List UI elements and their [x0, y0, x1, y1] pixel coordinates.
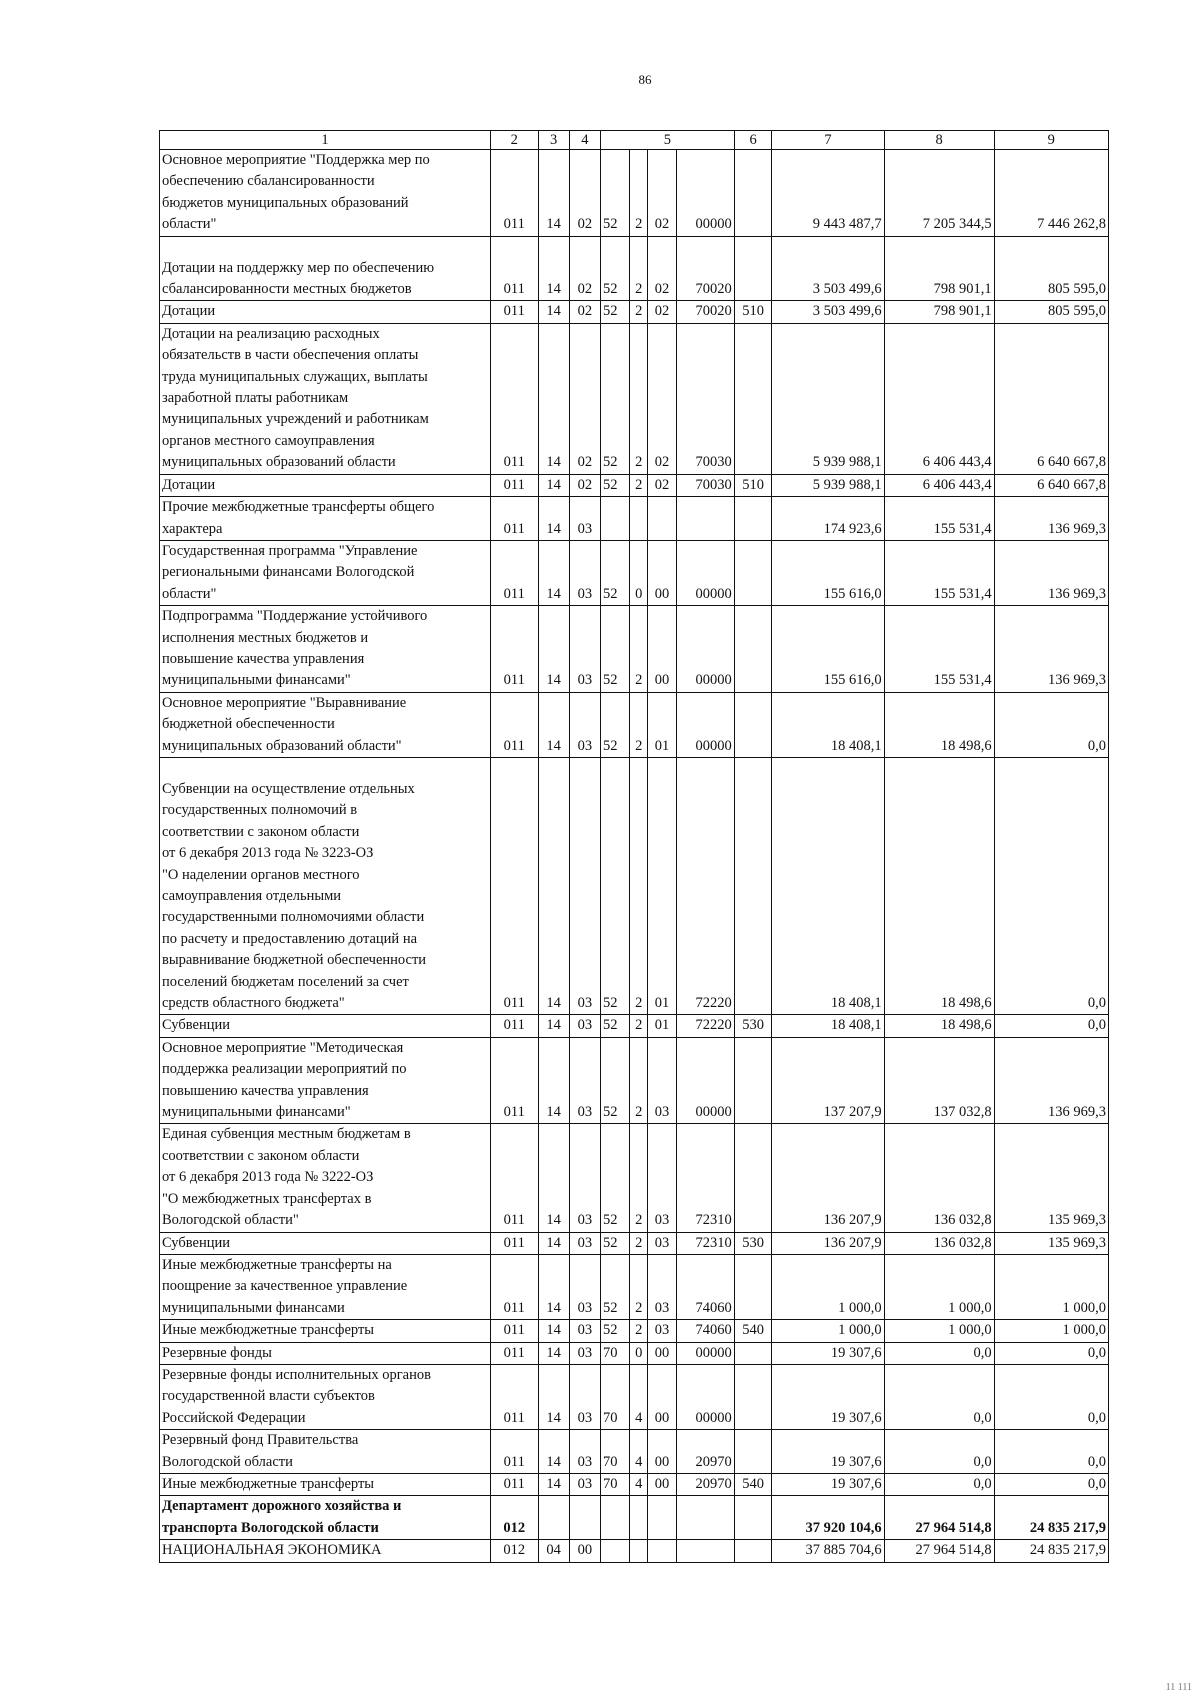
- col-target-program: 70: [601, 1473, 630, 1495]
- col-expense-type: [734, 606, 772, 693]
- col-target-subprogram: 0: [630, 540, 648, 605]
- col-sum-year-3: 135 969,3: [994, 1232, 1108, 1254]
- col-section: 14: [538, 323, 569, 474]
- col-admin-code: 011: [491, 1473, 538, 1495]
- col-target-event: 02: [648, 474, 676, 496]
- table-row: [160, 1124, 1109, 1232]
- col-target-program: 52: [601, 1254, 630, 1319]
- col-section: 14: [538, 1430, 569, 1474]
- col-target-event: 03: [648, 1320, 676, 1342]
- col-section: 14: [538, 540, 569, 605]
- budget-table: [159, 130, 1109, 1563]
- col-target-direction: 70030: [676, 323, 734, 474]
- col-target-direction: 72310: [676, 1124, 734, 1232]
- col-subsection: 02: [569, 474, 600, 496]
- col-sum-year-2: 1 000,0: [884, 1254, 994, 1319]
- col-admin-code: 011: [491, 1037, 538, 1124]
- col-admin-code: 011: [491, 1342, 538, 1364]
- table-row: [160, 301, 1109, 323]
- col-section: 14: [538, 1342, 569, 1364]
- col-sum-year-2: 6 406 443,4: [884, 474, 994, 496]
- row-name: Дотации на реализацию расходных обязательств в части обеспечения оплаты труда муниципальных служащих, выплаты заработной платы работникам муниципальных учреждений и работникам органов местного самоуправления муниципальных образований области: [160, 323, 491, 474]
- col-expense-type: [734, 692, 772, 757]
- row-name: Департамент дорожного хозяйства и транспорта Вологодской области: [160, 1496, 491, 1540]
- col-expense-type: [734, 1037, 772, 1124]
- header-cell-6: 6: [734, 131, 772, 150]
- col-target-subprogram: 2: [630, 236, 648, 301]
- col-expense-type: [734, 236, 772, 301]
- col-section: 14: [538, 1232, 569, 1254]
- col-sum-year-1: 18 408,1: [772, 757, 884, 1014]
- col-expense-type: [734, 1496, 772, 1540]
- col-admin-code: 011: [491, 1254, 538, 1319]
- header-cell-7: 7: [772, 131, 884, 150]
- col-expense-type: [734, 1540, 772, 1562]
- col-target-program: 70: [601, 1342, 630, 1364]
- col-subsection: 03: [569, 1037, 600, 1124]
- row-name: Иные межбюджетные трансферты: [160, 1320, 491, 1342]
- col-sum-year-2: 18 498,6: [884, 692, 994, 757]
- table-row: [160, 692, 1109, 757]
- col-sum-year-1: 37 885 704,6: [772, 1540, 884, 1562]
- col-target-direction: 00000: [676, 1342, 734, 1364]
- col-subsection: 03: [569, 1342, 600, 1364]
- col-target-direction: [676, 497, 734, 541]
- col-target-subprogram: 2: [630, 1232, 648, 1254]
- col-target-program: [601, 1540, 630, 1562]
- col-section: 14: [538, 606, 569, 693]
- col-target-event: 02: [648, 150, 676, 237]
- col-subsection: 02: [569, 323, 600, 474]
- header-row: [160, 131, 1109, 150]
- col-target-event: 03: [648, 1037, 676, 1124]
- col-target-program: 52: [601, 1232, 630, 1254]
- col-subsection: 03: [569, 757, 600, 1014]
- col-target-event: 02: [648, 236, 676, 301]
- row-name: Подпрограмма "Поддержание устойчивого исполнения местных бюджетов и повышение качества управления муниципальными финансами": [160, 606, 491, 693]
- row-name: НАЦИОНАЛЬНАЯ ЭКОНОМИКА: [160, 1540, 491, 1562]
- row-name: Иные межбюджетные трансферты: [160, 1473, 491, 1495]
- col-target-direction: 00000: [676, 1364, 734, 1429]
- col-section: 14: [538, 150, 569, 237]
- row-name: Дотации: [160, 474, 491, 496]
- col-target-program: 52: [601, 606, 630, 693]
- col-target-direction: 20970: [676, 1430, 734, 1474]
- col-subsection: 03: [569, 1320, 600, 1342]
- col-expense-type: [734, 323, 772, 474]
- col-section: [538, 1496, 569, 1540]
- col-sum-year-3: 7 446 262,8: [994, 150, 1108, 237]
- col-section: 14: [538, 757, 569, 1014]
- col-target-subprogram: [630, 1540, 648, 1562]
- col-target-direction: 20970: [676, 1473, 734, 1495]
- table-row: [160, 497, 1109, 541]
- table-row: [160, 474, 1109, 496]
- col-sum-year-1: 5 939 988,1: [772, 323, 884, 474]
- col-target-direction: 72220: [676, 1015, 734, 1037]
- scan-mark: 11 111: [1165, 1682, 1192, 1693]
- col-target-subprogram: 0: [630, 1342, 648, 1364]
- row-name: Резервные фонды: [160, 1342, 491, 1364]
- col-sum-year-1: 3 503 499,6: [772, 301, 884, 323]
- page-number: 86: [638, 72, 652, 87]
- col-sum-year-3: 1 000,0: [994, 1320, 1108, 1342]
- col-target-direction: 72310: [676, 1232, 734, 1254]
- col-sum-year-1: 19 307,6: [772, 1342, 884, 1364]
- col-sum-year-3: 24 835 217,9: [994, 1496, 1108, 1540]
- col-sum-year-2: 155 531,4: [884, 497, 994, 541]
- col-target-subprogram: 2: [630, 1037, 648, 1124]
- col-admin-code: 011: [491, 1124, 538, 1232]
- col-target-direction: 00000: [676, 150, 734, 237]
- col-target-program: 52: [601, 474, 630, 496]
- col-target-event: 00: [648, 606, 676, 693]
- table-row: [160, 1540, 1109, 1562]
- col-section: 14: [538, 1320, 569, 1342]
- col-section: 14: [538, 692, 569, 757]
- col-sum-year-3: 135 969,3: [994, 1124, 1108, 1232]
- col-expense-type: [734, 1430, 772, 1474]
- col-sum-year-3: 136 969,3: [994, 1037, 1108, 1124]
- col-subsection: 03: [569, 540, 600, 605]
- col-sum-year-1: 136 207,9: [772, 1124, 884, 1232]
- col-target-program: 52: [601, 1320, 630, 1342]
- col-sum-year-3: 6 640 667,8: [994, 474, 1108, 496]
- table-row: [160, 757, 1109, 1014]
- col-target-subprogram: 2: [630, 757, 648, 1014]
- col-sum-year-3: 0,0: [994, 1473, 1108, 1495]
- col-target-direction: 70020: [676, 236, 734, 301]
- col-subsection: 03: [569, 1015, 600, 1037]
- col-sum-year-1: 19 307,6: [772, 1364, 884, 1429]
- row-name: Основное мероприятие "Поддержка мер по обеспечению сбалансированности бюджетов муниципальных образований области": [160, 150, 491, 237]
- col-sum-year-3: 0,0: [994, 692, 1108, 757]
- col-expense-type: [734, 757, 772, 1014]
- row-name: Государственная программа "Управление региональными финансами Вологодской области": [160, 540, 491, 605]
- col-target-event: [648, 497, 676, 541]
- header-cell-8: 8: [884, 131, 994, 150]
- table-row: [160, 236, 1109, 301]
- col-target-event: [648, 1540, 676, 1562]
- col-sum-year-1: 18 408,1: [772, 1015, 884, 1037]
- col-expense-type: [734, 1364, 772, 1429]
- col-target-event: [648, 1496, 676, 1540]
- col-sum-year-2: 1 000,0: [884, 1320, 994, 1342]
- col-target-subprogram: [630, 1496, 648, 1540]
- col-sum-year-2: 155 531,4: [884, 606, 994, 693]
- col-sum-year-2: 798 901,1: [884, 236, 994, 301]
- col-sum-year-2: 0,0: [884, 1473, 994, 1495]
- header-cell-3: 3: [538, 131, 569, 150]
- col-admin-code: 011: [491, 1364, 538, 1429]
- header-cell-1: 1: [160, 131, 491, 150]
- col-target-event: 02: [648, 301, 676, 323]
- col-target-direction: 74060: [676, 1254, 734, 1319]
- col-sum-year-2: 18 498,6: [884, 1015, 994, 1037]
- col-subsection: 03: [569, 692, 600, 757]
- col-subsection: 03: [569, 1473, 600, 1495]
- col-sum-year-3: 1 000,0: [994, 1254, 1108, 1319]
- col-sum-year-3: 6 640 667,8: [994, 323, 1108, 474]
- col-sum-year-2: 798 901,1: [884, 301, 994, 323]
- col-sum-year-1: 136 207,9: [772, 1232, 884, 1254]
- col-target-program: 52: [601, 1015, 630, 1037]
- col-admin-code: 011: [491, 606, 538, 693]
- table-row: [160, 1232, 1109, 1254]
- col-sum-year-3: 0,0: [994, 1015, 1108, 1037]
- col-target-program: 70: [601, 1430, 630, 1474]
- col-expense-type: [734, 540, 772, 605]
- col-section: 14: [538, 497, 569, 541]
- col-admin-code: 011: [491, 692, 538, 757]
- row-name: Основное мероприятие "Методическая поддержка реализации мероприятий по повышению качества управления муниципальными финансами": [160, 1037, 491, 1124]
- col-admin-code: 011: [491, 474, 538, 496]
- col-expense-type: 540: [734, 1320, 772, 1342]
- col-subsection: 03: [569, 1364, 600, 1429]
- col-sum-year-2: 6 406 443,4: [884, 323, 994, 474]
- col-expense-type: [734, 1124, 772, 1232]
- row-name: Субвенции на осуществление отдельных государственных полномочий в соответствии с законом области от 6 декабря 2013 года № 3223-ОЗ "О наделении органов местного самоуправления отдельными государственными полномочиями области по расчету и предоставлению дотаций на выравнивание бюджетной обеспеченности поселений бюджетам поселений за счет средств областного бюджета": [160, 757, 491, 1014]
- header-cell-2: 2: [491, 131, 538, 150]
- col-target-program: 52: [601, 1124, 630, 1232]
- col-sum-year-1: 137 207,9: [772, 1037, 884, 1124]
- col-target-direction: 00000: [676, 540, 734, 605]
- col-subsection: 00: [569, 1540, 600, 1562]
- row-name: Резервные фонды исполнительных органов государственной власти субъектов Российской Федерации: [160, 1364, 491, 1429]
- table-row: [160, 1037, 1109, 1124]
- col-admin-code: 011: [491, 1232, 538, 1254]
- row-name: Единая субвенция местным бюджетам в соответствии с законом области от 6 декабря 2013 года № 3222-ОЗ "О межбюджетных трансфертах в Вологодской области": [160, 1124, 491, 1232]
- table-row: [160, 1364, 1109, 1429]
- col-subsection: 03: [569, 1254, 600, 1319]
- col-admin-code: 012: [491, 1540, 538, 1562]
- col-sum-year-2: 136 032,8: [884, 1124, 994, 1232]
- col-target-event: 01: [648, 757, 676, 1014]
- col-sum-year-3: 805 595,0: [994, 301, 1108, 323]
- col-target-direction: [676, 1496, 734, 1540]
- row-name: Основное мероприятие "Выравнивание бюджетной обеспеченности муниципальных образований области": [160, 692, 491, 757]
- col-target-event: 00: [648, 1342, 676, 1364]
- col-target-subprogram: 4: [630, 1364, 648, 1429]
- col-section: 14: [538, 474, 569, 496]
- col-section: 14: [538, 1364, 569, 1429]
- col-target-program: [601, 497, 630, 541]
- col-target-event: 00: [648, 1473, 676, 1495]
- col-target-direction: 00000: [676, 1037, 734, 1124]
- col-admin-code: 011: [491, 150, 538, 237]
- col-subsection: 03: [569, 606, 600, 693]
- col-target-event: 00: [648, 1430, 676, 1474]
- col-sum-year-1: 37 920 104,6: [772, 1496, 884, 1540]
- col-sum-year-3: 24 835 217,9: [994, 1540, 1108, 1562]
- col-target-program: 52: [601, 323, 630, 474]
- col-subsection: 02: [569, 150, 600, 237]
- col-target-event: 00: [648, 540, 676, 605]
- row-name: Резервный фонд Правительства Вологодской области: [160, 1430, 491, 1474]
- col-target-subprogram: 2: [630, 606, 648, 693]
- col-target-program: 52: [601, 757, 630, 1014]
- col-section: 14: [538, 1254, 569, 1319]
- table-row: [160, 1496, 1109, 1540]
- col-admin-code: 012: [491, 1496, 538, 1540]
- col-target-program: 52: [601, 692, 630, 757]
- col-sum-year-1: 18 408,1: [772, 692, 884, 757]
- col-expense-type: 510: [734, 301, 772, 323]
- col-target-program: 70: [601, 1364, 630, 1429]
- col-target-direction: 70030: [676, 474, 734, 496]
- col-sum-year-1: 19 307,6: [772, 1473, 884, 1495]
- table-row: [160, 1015, 1109, 1037]
- col-section: 14: [538, 236, 569, 301]
- col-expense-type: [734, 1342, 772, 1364]
- row-name: Иные межбюджетные трансферты на поощрение за качественное управление муниципальными финансами: [160, 1254, 491, 1319]
- col-section: 14: [538, 1124, 569, 1232]
- col-target-subprogram: 4: [630, 1430, 648, 1474]
- col-sum-year-1: 174 923,6: [772, 497, 884, 541]
- col-target-subprogram: 2: [630, 474, 648, 496]
- col-sum-year-2: 27 964 514,8: [884, 1496, 994, 1540]
- col-sum-year-3: 0,0: [994, 757, 1108, 1014]
- col-target-program: 52: [601, 540, 630, 605]
- col-target-direction: 70020: [676, 301, 734, 323]
- col-admin-code: 011: [491, 540, 538, 605]
- col-admin-code: 011: [491, 757, 538, 1014]
- table-row: [160, 1254, 1109, 1319]
- col-sum-year-1: 1 000,0: [772, 1320, 884, 1342]
- col-target-direction: 72220: [676, 757, 734, 1014]
- table-row: [160, 1320, 1109, 1342]
- col-target-subprogram: 4: [630, 1473, 648, 1495]
- table-row: [160, 1342, 1109, 1364]
- col-sum-year-3: 136 969,3: [994, 606, 1108, 693]
- col-target-subprogram: 2: [630, 1320, 648, 1342]
- col-sum-year-2: 0,0: [884, 1342, 994, 1364]
- col-sum-year-2: 0,0: [884, 1430, 994, 1474]
- row-name: Субвенции: [160, 1015, 491, 1037]
- col-subsection: 03: [569, 1430, 600, 1474]
- row-name: Прочие межбюджетные трансферты общего характера: [160, 497, 491, 541]
- col-sum-year-2: 27 964 514,8: [884, 1540, 994, 1562]
- col-admin-code: 011: [491, 323, 538, 474]
- col-sum-year-2: 137 032,8: [884, 1037, 994, 1124]
- col-sum-year-1: 9 443 487,7: [772, 150, 884, 237]
- table-row: [160, 606, 1109, 693]
- table-row: [160, 540, 1109, 605]
- col-target-direction: [676, 1540, 734, 1562]
- col-target-subprogram: 2: [630, 301, 648, 323]
- col-sum-year-3: 0,0: [994, 1342, 1108, 1364]
- col-sum-year-1: 155 616,0: [772, 540, 884, 605]
- col-section: 04: [538, 1540, 569, 1562]
- col-sum-year-3: 0,0: [994, 1364, 1108, 1429]
- col-sum-year-2: 155 531,4: [884, 540, 994, 605]
- col-admin-code: 011: [491, 1430, 538, 1474]
- col-target-event: 01: [648, 692, 676, 757]
- table-row: [160, 323, 1109, 474]
- col-target-subprogram: 2: [630, 1124, 648, 1232]
- col-expense-type: 530: [734, 1015, 772, 1037]
- col-expense-type: 530: [734, 1232, 772, 1254]
- col-subsection: 03: [569, 1124, 600, 1232]
- col-target-program: 52: [601, 236, 630, 301]
- col-target-subprogram: [630, 497, 648, 541]
- row-name: Дотации: [160, 301, 491, 323]
- table-row: [160, 150, 1109, 237]
- col-expense-type: [734, 1254, 772, 1319]
- row-name: Дотации на поддержку мер по обеспечению сбалансированности местных бюджетов: [160, 236, 491, 301]
- table-row: [160, 1473, 1109, 1495]
- col-sum-year-1: 1 000,0: [772, 1254, 884, 1319]
- col-admin-code: 011: [491, 1320, 538, 1342]
- col-sum-year-1: 5 939 988,1: [772, 474, 884, 496]
- header-cell-5: 5: [601, 131, 735, 150]
- col-admin-code: 011: [491, 497, 538, 541]
- header-cell-9: 9: [994, 131, 1108, 150]
- col-target-event: 03: [648, 1124, 676, 1232]
- col-sum-year-1: 19 307,6: [772, 1430, 884, 1474]
- col-expense-type: 510: [734, 474, 772, 496]
- col-target-subprogram: 2: [630, 150, 648, 237]
- col-target-direction: 74060: [676, 1320, 734, 1342]
- col-sum-year-2: 18 498,6: [884, 757, 994, 1014]
- col-target-event: 01: [648, 1015, 676, 1037]
- col-sum-year-3: 0,0: [994, 1430, 1108, 1474]
- col-sum-year-2: 0,0: [884, 1364, 994, 1429]
- col-target-subprogram: 2: [630, 323, 648, 474]
- col-sum-year-1: 155 616,0: [772, 606, 884, 693]
- col-admin-code: 011: [491, 1015, 538, 1037]
- col-section: 14: [538, 301, 569, 323]
- col-section: 14: [538, 1015, 569, 1037]
- col-target-program: 52: [601, 150, 630, 237]
- col-target-subprogram: 2: [630, 692, 648, 757]
- col-expense-type: [734, 150, 772, 237]
- col-sum-year-3: 136 969,3: [994, 540, 1108, 605]
- col-admin-code: 011: [491, 236, 538, 301]
- col-sum-year-3: 136 969,3: [994, 497, 1108, 541]
- header-cell-4: 4: [569, 131, 600, 150]
- col-target-event: 03: [648, 1232, 676, 1254]
- col-sum-year-3: 805 595,0: [994, 236, 1108, 301]
- col-target-event: 00: [648, 1364, 676, 1429]
- col-sum-year-1: 3 503 499,6: [772, 236, 884, 301]
- col-expense-type: [734, 497, 772, 541]
- col-target-program: [601, 1496, 630, 1540]
- col-target-event: 03: [648, 1254, 676, 1319]
- col-section: 14: [538, 1037, 569, 1124]
- col-target-direction: 00000: [676, 692, 734, 757]
- col-subsection: [569, 1496, 600, 1540]
- col-target-event: 02: [648, 323, 676, 474]
- col-subsection: 02: [569, 301, 600, 323]
- col-expense-type: 540: [734, 1473, 772, 1495]
- col-admin-code: 011: [491, 301, 538, 323]
- col-subsection: 02: [569, 236, 600, 301]
- col-subsection: 03: [569, 497, 600, 541]
- col-sum-year-2: 136 032,8: [884, 1232, 994, 1254]
- col-target-program: 52: [601, 301, 630, 323]
- col-section: 14: [538, 1473, 569, 1495]
- col-sum-year-2: 7 205 344,5: [884, 150, 994, 237]
- col-target-subprogram: 2: [630, 1254, 648, 1319]
- table-row: [160, 1430, 1109, 1474]
- col-target-direction: 00000: [676, 606, 734, 693]
- row-name: Субвенции: [160, 1232, 491, 1254]
- col-target-program: 52: [601, 1037, 630, 1124]
- col-target-subprogram: 2: [630, 1015, 648, 1037]
- col-subsection: 03: [569, 1232, 600, 1254]
